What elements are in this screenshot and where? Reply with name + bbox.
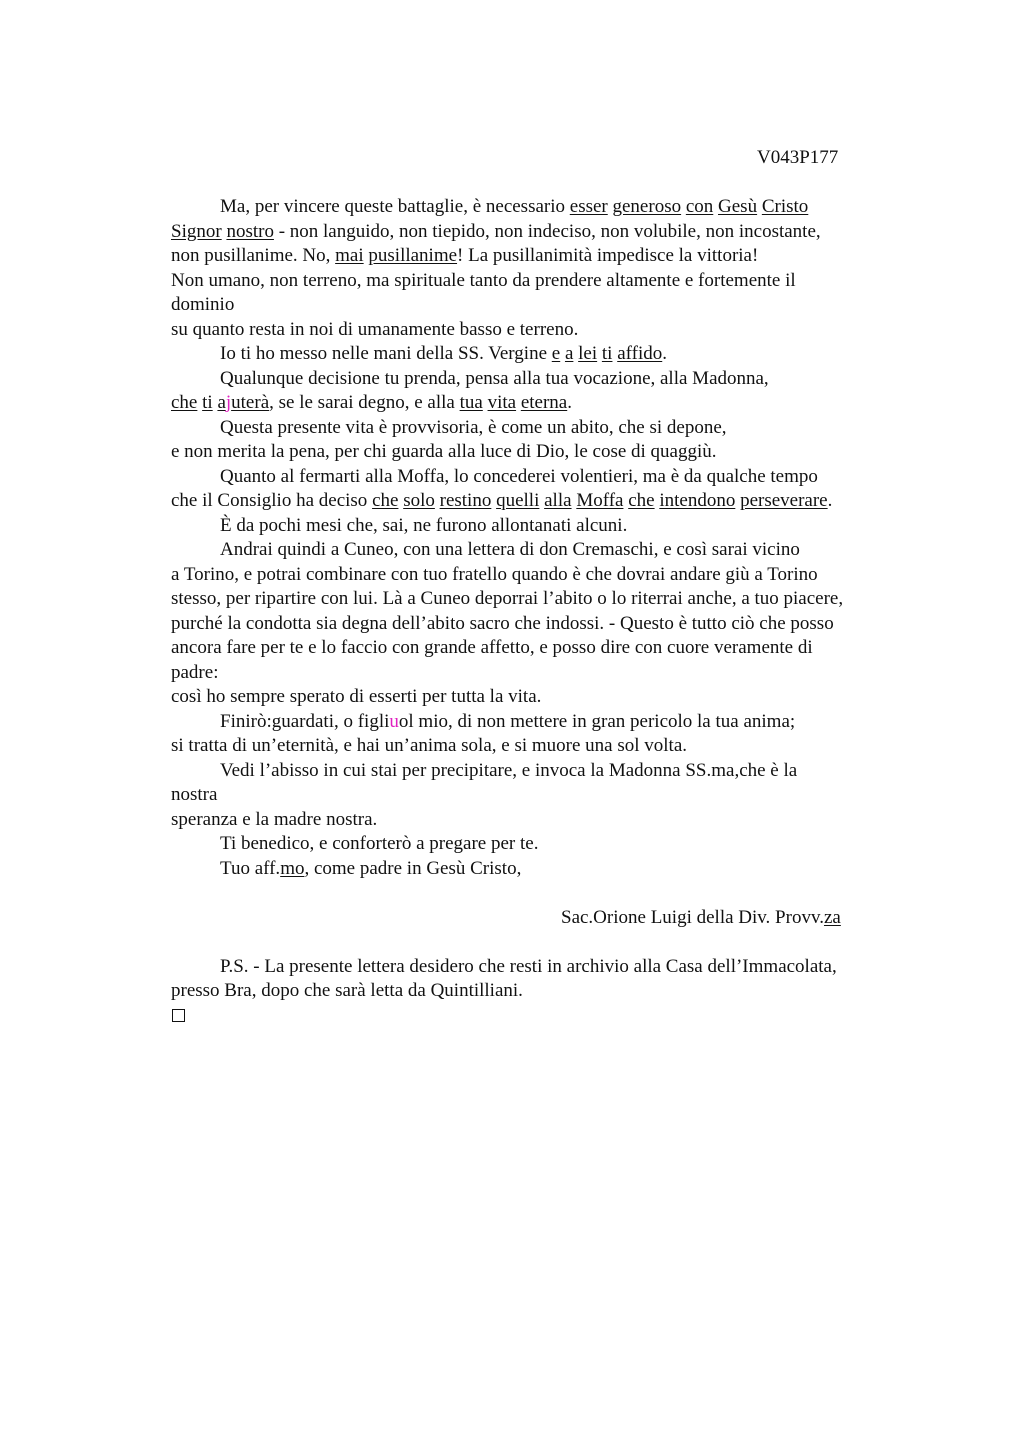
text-span: Tuo aff. (220, 857, 281, 879)
text-line: padre: (171, 661, 219, 683)
letter-body (171, 195, 911, 1028)
signature-line (171, 906, 911, 931)
text-span: Ma, per vincere queste battaglie, è necessario (220, 196, 570, 217)
underlined-word: perseverare (740, 490, 828, 511)
text-line: È da pochi mesi che, sai, ne furono allontanati alcuni. (220, 514, 628, 536)
text-line: Quanto al fermarti alla Moffa, lo concederei volentieri, ma è da qualche tempo (220, 465, 818, 487)
text-span: Finirò:guardati, o figli (220, 710, 390, 732)
text-line (171, 220, 911, 245)
underlined-word: Cristo (761, 196, 809, 217)
text-span: . (567, 392, 572, 413)
text-line: nostra (171, 784, 218, 805)
underlined-word: Signor (171, 220, 222, 242)
page-reference: V043P177 (757, 147, 839, 168)
text-line: ancora fare per te e lo faccio con grande affetto, e posso dire con cuore veramente di (171, 637, 813, 658)
text-span: . (827, 490, 833, 511)
text-line: dominio (171, 294, 235, 315)
underlined-word: che (171, 392, 198, 413)
highlighted-letter: j (225, 392, 232, 413)
highlighted-letter: u (389, 710, 399, 732)
text-span: - non languido, non tiepido, non indeciso, non volubile, non incostante, (273, 220, 821, 242)
text-line (171, 489, 911, 514)
underlined-word: esser (569, 196, 608, 217)
underlined-word: con (685, 196, 714, 217)
underlined-word: Moffa (576, 490, 624, 511)
underlined-word: intendono (659, 490, 736, 511)
underlined-word: lei (578, 343, 598, 364)
postscript-line: P.S. - La presente lettera desidero che resti in archivio alla Casa dell’Immacolata, (220, 955, 837, 977)
text-span: ! La pusillanimità impedisce la vittoria! (457, 245, 759, 266)
text-span: ol mio, di non mettere in gran pericolo la tua anima; (398, 710, 796, 732)
text-line (171, 857, 911, 882)
text-span: . (662, 343, 667, 364)
underlined-word: vita (487, 392, 517, 413)
text-span: che il Consiglio ha deciso (171, 490, 373, 511)
underlined-word: nostro (226, 220, 274, 242)
underlined-word: mo (280, 857, 305, 879)
text-line (171, 342, 911, 367)
text-line: a Torino, e potrai combinare con tuo fratello quando è che dovrai andare giù a Torino (171, 563, 818, 585)
underlined-word: affido (617, 343, 663, 364)
text-line: così ho sempre sperato di esserti per tutta la vita. (171, 686, 542, 707)
text-span: non pusillanime. No, (171, 245, 336, 266)
text-line: si tratta di un’eternità, e hai un’anima sola, e si muore una sol volta. (171, 735, 688, 756)
underlined-word: za (823, 906, 841, 928)
underlined-word: mai (335, 245, 364, 266)
postscript-line: presso Bra, dopo che sarà letta da Quintilliani. (171, 980, 523, 1001)
text-line: speranza e la madre nostra. (171, 808, 378, 830)
underlined-word: restino (439, 490, 492, 511)
underlined-word: eterna (520, 392, 568, 413)
underlined-word: generoso (612, 196, 682, 217)
text-line: Questa presente vita è provvisoria, è come un abito, che si depone, (220, 416, 727, 438)
underlined-word: pusillanime (368, 245, 458, 266)
text-line (171, 244, 911, 269)
underlined-word: ti (202, 392, 213, 413)
underlined-word: a (564, 343, 574, 364)
underlined-word: e (551, 343, 561, 364)
end-marker-line (171, 1004, 911, 1029)
text-line: su quanto resta in noi di umanamente basso e terreno. (171, 318, 579, 340)
text-span: , come padre in Gesù Cristo, (304, 857, 522, 879)
text-span: a (217, 392, 226, 413)
text-line (171, 195, 911, 220)
text-line: Non umano, non terreno, ma spirituale tanto da prendere altamente e fortemente il (171, 269, 796, 291)
text-line (171, 710, 911, 735)
underlined-word: che (372, 490, 399, 511)
text-line: Qualunque decisione tu prenda, pensa alla tua vocazione, alla Madonna, (220, 367, 769, 389)
underlined-word: solo (403, 490, 435, 511)
underlined-word (217, 392, 269, 413)
text-line: stesso, per ripartire con lui. Là a Cuneo deporrai l’abito o lo riterrai anche, a tuo piacere, (171, 588, 844, 609)
text-span: Sac.Orione Luigi della Div. Provv. (561, 906, 824, 928)
text-line: purché la condotta sia degna dell’abito sacro che indossi. - Questo è tutto ciò che posso (171, 612, 834, 634)
spacer (171, 930, 911, 955)
text-line (171, 391, 911, 416)
text-line: Ti benedico, e conforterò a pregare per te. (220, 833, 539, 854)
text-line: Vedi l’abisso in cui stai per precipitare, e invoca la Madonna SS.ma,che è la (220, 759, 798, 781)
spacer (171, 881, 911, 906)
underlined-word: ti (601, 343, 613, 364)
underlined-word: alla (544, 490, 572, 511)
text-span: uterà (231, 392, 270, 413)
underlined-word: tua (459, 392, 483, 413)
text-line: Andrai quindi a Cuneo, con una lettera di don Cremaschi, e così sarai vicino (220, 539, 800, 560)
underlined-word: quelli (496, 490, 540, 511)
underlined-word: Gesù (718, 196, 758, 217)
underlined-word: che (628, 490, 655, 511)
text-span: Io ti ho messo nelle mani della SS. Vergine (220, 343, 552, 364)
text-line: e non merita la pena, per chi guarda alla luce di Dio, le cose di quaggiù. (171, 441, 717, 462)
text-span: , se le sarai degno, e alla (269, 392, 460, 413)
checkbox-square-icon (172, 1009, 185, 1022)
